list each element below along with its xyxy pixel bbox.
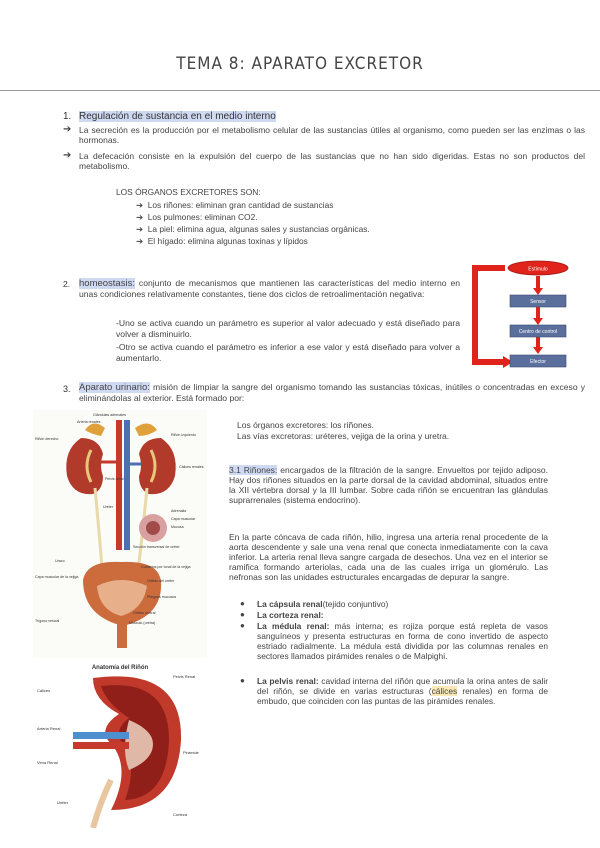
fig1-label: Uraco (55, 559, 65, 563)
effector-label: Efector (530, 359, 546, 365)
fig1-label: Pliegues mucosos (147, 595, 177, 599)
fig1-label: Orificio del uréter (147, 579, 175, 583)
bullet-dot: ● (240, 599, 245, 608)
title-divider (0, 90, 600, 91)
organ-item: ➔ El hígado: elimina algunas toxinas y lípidos (136, 236, 308, 246)
calices-highlight: cálices (431, 686, 458, 696)
urinary-system-figure (33, 410, 207, 658)
fig2-label: Pelvis Renal (173, 674, 196, 679)
feedback-diagram (465, 258, 590, 370)
organ-item: ➔ La piel: elimina agua, algunas sales y sustancias orgánicas. (136, 224, 370, 234)
fig1-label: Riñón derecho (35, 437, 59, 441)
sensor-label: Sensor (530, 299, 546, 305)
formed-by-2: Las vías excretoras: uréteres, vejiga de la orina y uretra. (237, 431, 450, 441)
arrow-icon: ➔ (136, 200, 144, 210)
fig1-label: Mucosa (171, 525, 184, 529)
homeostasis-term: homeostasis: (79, 278, 135, 289)
kidneys-heading: 3.1 Riñones: (229, 465, 278, 475)
section3-paragraph: Aparato urinario: misión de limpiar la sangre del organismo tomando las sustancias tóxicas, inútiles o concentradas en exceso y eliminándolas al exterior. Está formado por: (79, 382, 586, 403)
kidneys-paragraph-2: En la parte cóncava de cada riñón, hilio, ingresa una arteria renal procedente de la aorta descendente y sale una vena renal que conecta inmediatamente con la cava inferior. La arteria renal lleva sangre cargada de desechos. Una vez en el interior se ramifica formando arteriolas, cada una de las cuales irriga un glomérulo. Las nefronas son las unidades estructurales encargadas de depurar la sangre. (229, 532, 548, 582)
section1-bullet-2: ➔ La defecación consiste en la expulsión del cuerpo de las sustancias que no han sido digeridas. Estas no son productos del metabolismo. (63, 150, 585, 171)
page-title: TEMA 8: APARATO EXCRETOR (176, 54, 424, 74)
kidney-part-capsule: ● La cápsula renal(tejido conjuntivo) (240, 599, 389, 609)
section3-number: 3. (63, 384, 71, 394)
kidney-figure-title: Anatomía del Riñón (91, 665, 149, 671)
fig1-label: Capa muscular (171, 517, 196, 521)
arrow-icon: ➔ (63, 150, 72, 161)
organs-list (136, 199, 370, 247)
kidney-anatomy-svg (33, 660, 207, 828)
bullet-dot: ● (240, 676, 245, 685)
aparato-urinario-term: Aparato urinario: (79, 382, 150, 393)
arrow-icon: ➔ (136, 236, 144, 246)
kidney-part-cortex: ● La corteza renal: (240, 610, 324, 620)
fig1-label: Músculo (uretra) (129, 621, 156, 625)
fig1-label: Adrenalia (171, 509, 187, 513)
section2-number: 2. (63, 279, 71, 289)
fig2-label: Cálices (37, 688, 51, 693)
section2-line2: -Otro se activa cuando el parámetro es inferior a ese valor y está diseñado para volver a aumentarlo. (116, 342, 460, 363)
kidney-part-pelvis: ● La pelvis renal: cavidad interna del riñón que acumula la orina antes de salir del riñón, se divide en varias estructuras (cálices renales) en forma de embudo, que coinciden con las puntas de las pirámides renales. (240, 676, 548, 706)
urinary-system-svg (33, 410, 207, 658)
arrow-icon: ➔ (136, 224, 144, 234)
section2-line1: -Uno se activa cuando un parámetro es superior al valor adecuado y está diseñado para volver a disminuirlo. (116, 318, 460, 339)
bullet-dot: ● (240, 621, 245, 630)
section1-number: 1. (63, 111, 72, 122)
fig1-label: Glándulas adrenales (93, 413, 126, 417)
fig1-label: Arteria renales (77, 420, 101, 424)
organ-item: ➔ Los pulmones: eliminan CO2. (136, 212, 258, 222)
fig2-label: Pirámide (183, 750, 199, 755)
fig1-label: Pelvis renal (105, 477, 124, 481)
kidneys-paragraph: 3.1 Riñones: encargados de la filtración de la sangre. Envueltos por tejido adiposo. Hay dos riñones situados en la parte dorsal de la cavidad abdominal, situados entre la XII vértebra dorsal y la III lumbar. Sobre cada riñón se encuentran las glándulas suprarrenales (sistema endocrino). (229, 465, 548, 505)
section1-bullet-1: ➔ La secreción es la producción por el metabolismo celular de las sustancias útiles al organismo, como pueden ser las enzimas o las hormonas. (63, 124, 585, 145)
fig1-label: Sección transversal de uréter (133, 545, 180, 549)
bullet-dot: ● (240, 610, 245, 619)
kidney-part-medulla: ● La médula renal: más interna; es rojiza porque está repleta de vasos sanguíneos y presenta estructuras en forma de cono invertido de aspecto estriado radialmente. La médula está dividida por las columnas renales en sectores llamados pirámides renales o de Malpighi. (240, 621, 548, 661)
fig2-label: Corteza (173, 812, 188, 817)
fig1-label: Capa muscular de la vejiga (35, 575, 79, 579)
arrow-icon: ➔ (136, 212, 144, 222)
fig2-label: Uréter (57, 800, 69, 805)
section2-paragraph: homeostasis: conjunto de mecanismos que mantienen las características del medio interno en unas condiciones relativamente constantes, tiene dos ciclos de retroalimentación negativa: (79, 278, 461, 299)
section1-heading-text: Regulación de sustancia en el medio interno (79, 111, 276, 122)
fig1-label: Cálices renales (179, 465, 204, 469)
fig1-label: Orificio uretral (133, 611, 156, 615)
control-label: Centro de control (518, 329, 558, 335)
fig2-label: Vena Renal (37, 760, 58, 765)
organs-title: LOS ÓRGANOS EXCRETORES SON: (116, 187, 261, 197)
fig1-label: Riñón izquierdo (171, 433, 196, 437)
fig2-label: Arteria Renal (37, 726, 61, 731)
organ-item: ➔ Los riñones: eliminan gran cantidad de sustancias (136, 200, 334, 210)
fig1-label: Trígono vesical (35, 619, 60, 623)
kidney-anatomy-figure (33, 660, 207, 828)
feedback-svg (465, 258, 590, 370)
stimulus-label: Estímulo (528, 266, 548, 273)
arrow-icon: ➔ (63, 124, 72, 135)
fig1-label: Uréter (103, 505, 113, 509)
fig1-label: Cubiertos por tonal de la vejiga (141, 565, 191, 569)
section1-heading (79, 111, 276, 123)
formed-by-1: Los órganos excretores: los riñones. (237, 420, 375, 430)
